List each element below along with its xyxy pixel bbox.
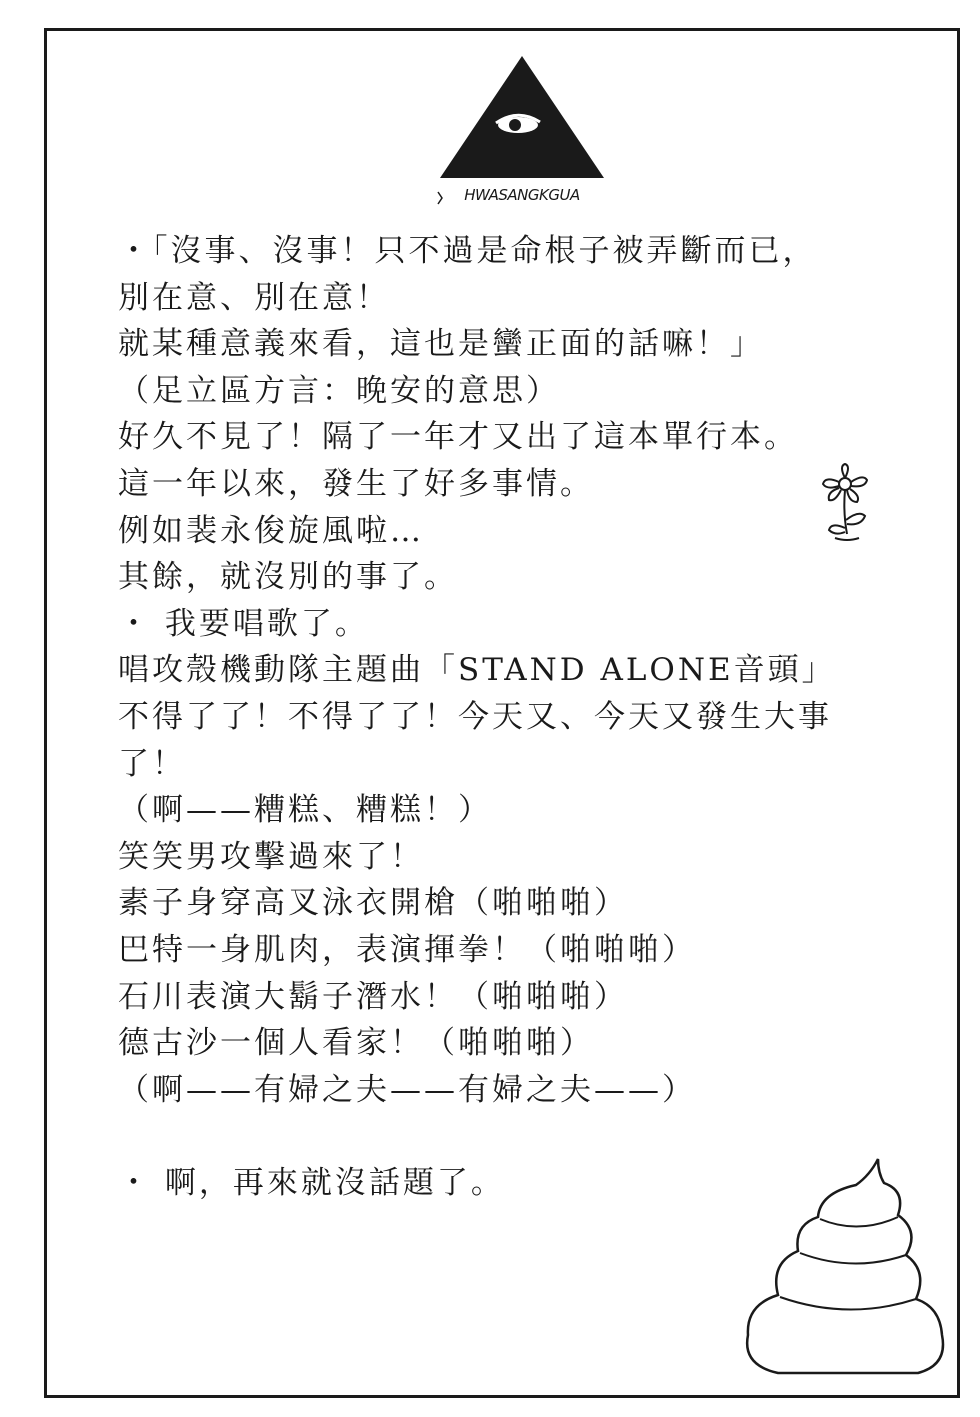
pyramid-icon bbox=[440, 56, 604, 178]
text-line: 笑笑男攻擊過來了！ bbox=[118, 838, 424, 875]
text-line: 例如裴永俊旋風啦… bbox=[118, 512, 424, 549]
text-line: 唱攻殼機動隊主題曲「STAND ALONE音頭」 bbox=[118, 652, 836, 689]
text-line: 這一年以來，發生了好多事情。 bbox=[118, 465, 594, 502]
text-line: 不得了了！不得了了！今天又、今天又發生大事 bbox=[118, 698, 832, 735]
text-line: 了！ bbox=[118, 745, 186, 782]
blank-line bbox=[118, 1113, 908, 1160]
text-line: 好久不見了！隔了一年才又出了這本單行本。 bbox=[118, 419, 798, 456]
text-line: （啊——有婦之夫——有婦之夫——） bbox=[118, 1071, 696, 1108]
text-line: （足立區方言：晚安的意思） bbox=[118, 372, 560, 409]
text-line: 巴特一身肌肉，表演揮拳！（啪啪啪） bbox=[118, 931, 696, 968]
text-line: 素子身穿高叉泳衣開槍（啪啪啪） bbox=[118, 885, 628, 922]
text-line: 就某種意義來看，這也是蠻正面的話嘛！」 bbox=[118, 326, 764, 363]
poop-icon bbox=[728, 1155, 948, 1380]
eye-pyramid-logo bbox=[432, 50, 612, 210]
text-line: ・ 我要唱歌了。 bbox=[118, 605, 369, 642]
logo-signature: HWASANGKGUA bbox=[464, 186, 580, 204]
text-line: 其餘，就沒別的事了。 bbox=[118, 559, 458, 596]
text-line: 德古沙一個人看家！（啪啪啪） bbox=[118, 1025, 594, 1062]
text-line: 別在意、別在意！ bbox=[118, 279, 390, 316]
text-line: ・「沒事、沒事！只不過是命根子被弄斷而已， bbox=[118, 233, 817, 269]
text-line: 石川表演大鬍子潛水！（啪啪啪） bbox=[118, 978, 628, 1015]
flower-icon bbox=[815, 462, 875, 544]
text-block bbox=[118, 228, 908, 1206]
text-line: （啊——糟糕、糟糕！） bbox=[118, 792, 492, 829]
text-line: ・ 啊，再來就沒話題了。 bbox=[118, 1164, 505, 1201]
